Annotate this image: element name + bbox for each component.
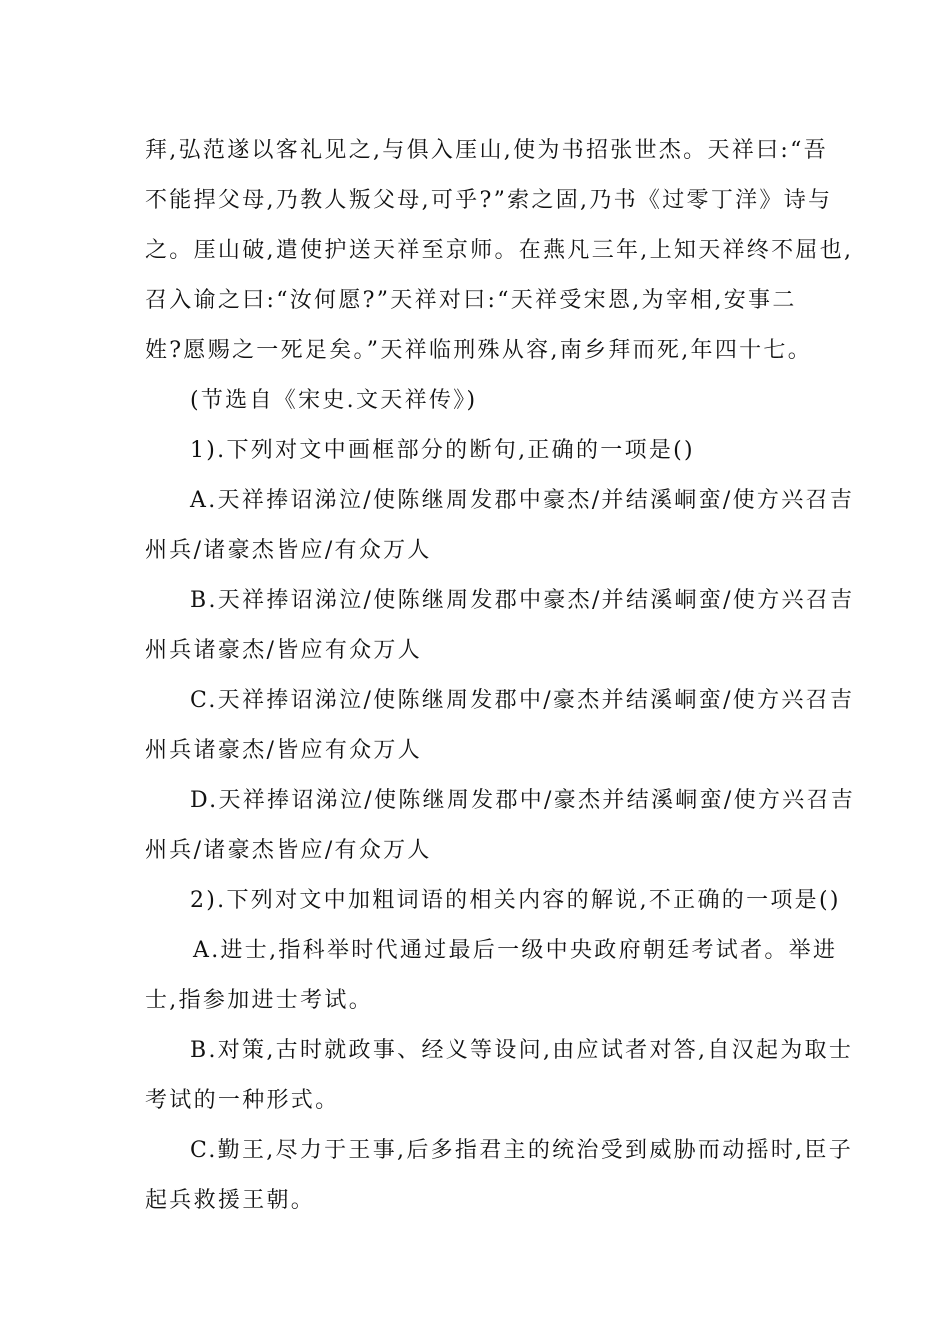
question-1-option-c-cont: 州兵诸豪杰/皆应有众万人 bbox=[145, 738, 423, 763]
question-1-option-c: C.天祥捧诏涕泣/使陈继周发郡中/豪杰并结溪峒蛮/使方兴召吉 bbox=[190, 688, 855, 713]
passage-line: 姓?愿赐之一死足矣。”天祥临刑殊从容,南乡拜而死,年四十七。 bbox=[145, 338, 813, 363]
question-2-option-b-cont: 考试的一种形式。 bbox=[145, 1088, 340, 1113]
question-2-option-b: B.对策,古时就政事、经义等设问,由应试者对答,自汉起为取士 bbox=[190, 1038, 854, 1063]
passage-line: 不能捍父母,乃教人叛父母,可乎?”索之固,乃书《过零丁洋》诗与 bbox=[145, 188, 833, 213]
question-1-option-a-cont: 州兵/诸豪杰皆应/有众万人 bbox=[145, 538, 432, 563]
question-2-option-a-cont: 士,指参加进士考试。 bbox=[145, 988, 373, 1013]
passage-source: (节选自《宋史.文天祥传》) bbox=[190, 388, 478, 413]
question-1-option-d-cont: 州兵/诸豪杰皆应/有众万人 bbox=[145, 838, 432, 863]
question-1-option-b: B.天祥捧诏涕泣/使陈继周发郡中豪杰/并结溪峒蛮/使方兴召吉 bbox=[190, 588, 855, 613]
passage-line: 之。厓山破,遣使护送天祥至京师。在燕凡三年,上知天祥终不屈也, bbox=[145, 238, 854, 263]
question-1-stem: 1).下列对文中画框部分的断句,正确的一项是() bbox=[190, 438, 695, 463]
passage-line: 召入谕之曰:“汝何愿?”天祥对曰:“天祥受宋恩,为宰相,安事二 bbox=[145, 288, 797, 313]
question-2-stem: 2).下列对文中加粗词语的相关内容的解说,不正确的一项是() bbox=[190, 888, 841, 913]
question-2-option-a: A.进士,指科举时代通过最后一级中央政府朝廷考试者。举进 bbox=[193, 938, 838, 963]
question-1-option-a: A.天祥捧诏涕泣/使陈继周发郡中豪杰/并结溪峒蛮/使方兴召吉 bbox=[190, 488, 855, 513]
question-2-option-c-cont: 起兵救援王朝。 bbox=[145, 1188, 316, 1213]
passage-line: 拜,弘范遂以客礼见之,与俱入厓山,使为书招张世杰。天祥曰:“吾 bbox=[145, 138, 828, 163]
question-1-option-d: D.天祥捧诏涕泣/使陈继周发郡中/豪杰并结溪峒蛮/使方兴召吉 bbox=[190, 788, 856, 813]
question-1-option-b-cont: 州兵诸豪杰/皆应有众万人 bbox=[145, 638, 423, 663]
question-2-option-c: C.勤王,尽力于王事,后多指君主的统治受到威胁而动摇时,臣子 bbox=[190, 1138, 854, 1163]
